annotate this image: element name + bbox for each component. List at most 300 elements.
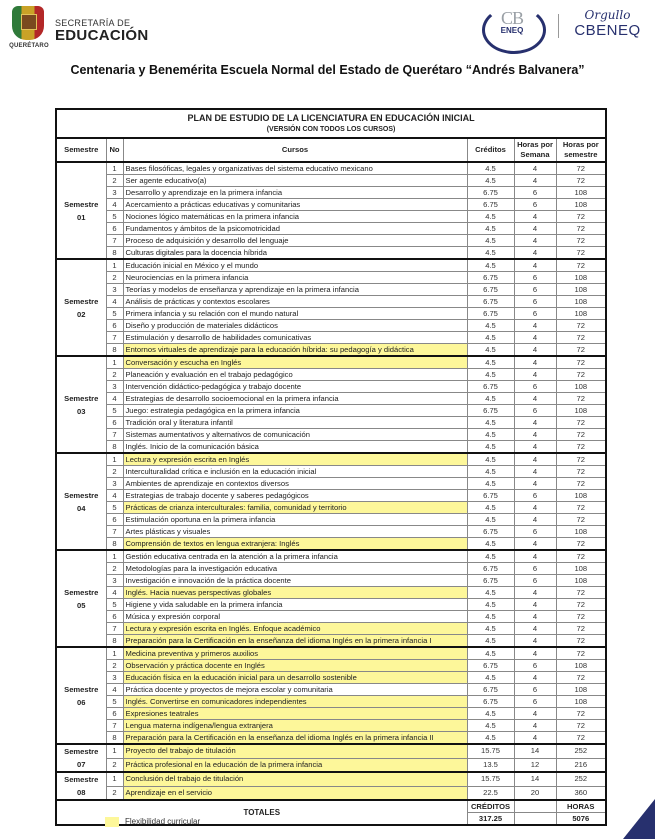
table-row: [56, 356, 606, 369]
course-number: 4: [106, 684, 123, 696]
course-name: Medicina preventiva y primeros auxilios: [123, 647, 467, 660]
course-number: 1: [106, 647, 123, 660]
course-hours-semester: 72: [556, 453, 606, 466]
course-hours-semester: 72: [556, 732, 606, 745]
table-row: [56, 786, 606, 800]
course-credits: 4.5: [467, 550, 514, 563]
course-credits: 6.75: [467, 405, 514, 417]
course-credits: 4.5: [467, 356, 514, 369]
course-hours-week: 4: [514, 320, 556, 332]
course-credits: 4.5: [467, 417, 514, 429]
table-row: [56, 684, 606, 696]
course-hours-semester: 108: [556, 405, 606, 417]
course-hours-week: 4: [514, 223, 556, 235]
course-name: Conversación y escucha en Inglés: [123, 356, 467, 369]
legend-swatch: [105, 817, 119, 827]
course-hours-week: 4: [514, 162, 556, 175]
course-name: Bases filosóficas, legales y organizativas del sistema educativo mexicano: [123, 162, 467, 175]
course-number: 1: [106, 772, 123, 786]
course-hours-semester: 72: [556, 466, 606, 478]
table-row: [56, 405, 606, 417]
totals-credits-header: CRÉDITOS: [467, 800, 514, 813]
course-hours-week: 4: [514, 211, 556, 223]
course-hours-week: 4: [514, 417, 556, 429]
course-credits: 6.75: [467, 490, 514, 502]
course-credits: 6.75: [467, 575, 514, 587]
table-row: [56, 478, 606, 490]
course-credits: 6.75: [467, 684, 514, 696]
course-hours-semester: 108: [556, 575, 606, 587]
course-name: Observación y práctica docente en Inglés: [123, 660, 467, 672]
table-body: [56, 162, 606, 800]
course-number: 1: [106, 744, 123, 758]
course-number: 8: [106, 344, 123, 357]
course-hours-week: 4: [514, 466, 556, 478]
course-credits: 6.75: [467, 296, 514, 308]
table-subtitle: (VERSIÓN CON TODOS LOS CURSOS): [266, 126, 396, 133]
totals-hours-value: 5076: [556, 813, 606, 826]
course-hours-semester: 72: [556, 708, 606, 720]
semester-label: Semestre 08: [56, 772, 106, 800]
course-hours-semester: 216: [556, 758, 606, 772]
course-hours-week: 4: [514, 429, 556, 441]
table-row: [56, 453, 606, 466]
semester-label: Semestre 06: [56, 647, 106, 744]
course-credits: 4.5: [467, 223, 514, 235]
course-hours-semester: 108: [556, 296, 606, 308]
course-number: 3: [106, 381, 123, 393]
course-hours-semester: 72: [556, 635, 606, 648]
course-credits: 4.5: [467, 720, 514, 732]
table-row: [56, 187, 606, 199]
course-hours-week: 4: [514, 611, 556, 623]
course-credits: 4.5: [467, 393, 514, 405]
column-header-row: [56, 138, 606, 162]
course-name: Ser agente educativo(a): [123, 175, 467, 187]
course-name: Culturas digitales para la docencia híbrida: [123, 247, 467, 260]
table-row: [56, 623, 606, 635]
course-credits: 6.75: [467, 199, 514, 211]
course-credits: 4.5: [467, 429, 514, 441]
semester-label: Semestre 04: [56, 453, 106, 550]
table-row: [56, 732, 606, 745]
course-number: 5: [106, 211, 123, 223]
table-row: [56, 514, 606, 526]
course-hours-semester: 72: [556, 514, 606, 526]
course-hours-semester: 72: [556, 720, 606, 732]
course-credits: 4.5: [467, 623, 514, 635]
course-hours-week: 4: [514, 732, 556, 745]
table-row: [56, 223, 606, 235]
legend-label: Flexibilidad curricular: [125, 817, 201, 826]
course-name: Conclusión del trabajo de titulación: [123, 772, 467, 786]
table-row: [56, 417, 606, 429]
orgullo-script: Orgullo: [584, 8, 631, 22]
totals-empty-cell: [514, 813, 556, 826]
table-row: [56, 550, 606, 563]
course-hours-semester: 72: [556, 247, 606, 260]
course-number: 7: [106, 332, 123, 344]
course-number: 2: [106, 175, 123, 187]
secretaria-logo: [6, 6, 50, 50]
course-hours-semester: 72: [556, 623, 606, 635]
semester-label: Semestre 05: [56, 550, 106, 647]
course-credits: 6.75: [467, 696, 514, 708]
course-hours-week: 6: [514, 490, 556, 502]
course-name: Educación inicial en México y el mundo: [123, 259, 467, 272]
course-name: Juego: estrategia pedagógica en la primera infancia: [123, 405, 467, 417]
course-name: Lengua materna indígena/lengua extranjera: [123, 720, 467, 732]
eneq-logo: [478, 6, 548, 50]
table-row: [56, 526, 606, 538]
queretaro-crest-icon: [12, 6, 44, 40]
course-number: 1: [106, 259, 123, 272]
course-name: Estrategias de desarrollo socioemocional en la primera infancia: [123, 393, 467, 405]
course-hours-semester: 72: [556, 441, 606, 454]
course-hours-semester: 72: [556, 429, 606, 441]
course-hours-week: 6: [514, 187, 556, 199]
course-credits: 4.5: [467, 259, 514, 272]
course-number: 4: [106, 296, 123, 308]
course-hours-semester: 72: [556, 478, 606, 490]
course-number: 3: [106, 284, 123, 296]
course-credits: 4.5: [467, 466, 514, 478]
course-hours-week: 14: [514, 772, 556, 786]
totals-credits-value: 317.25: [467, 813, 514, 826]
course-name: Tradición oral y literatura infantil: [123, 417, 467, 429]
course-hours-week: 4: [514, 344, 556, 357]
table-row: [56, 538, 606, 551]
course-name: Aprendizaje en el servicio: [123, 786, 467, 800]
course-hours-week: 6: [514, 575, 556, 587]
course-name: Expresiones teatrales: [123, 708, 467, 720]
course-name: Música y expresión corporal: [123, 611, 467, 623]
course-credits: 15.75: [467, 772, 514, 786]
course-hours-week: 12: [514, 758, 556, 772]
course-hours-week: 4: [514, 356, 556, 369]
course-credits: 4.5: [467, 478, 514, 490]
course-hours-semester: 72: [556, 211, 606, 223]
eneq-monogram: CB: [500, 8, 523, 28]
orgullo-brand: CBENEQ: [574, 22, 641, 39]
course-number: 6: [106, 223, 123, 235]
course-credits: 6.75: [467, 272, 514, 284]
course-name: Intervención didáctico-pedagógica y trabajo docente: [123, 381, 467, 393]
course-credits: 4.5: [467, 320, 514, 332]
course-name: Inglés. Hacia nuevas perspectivas globales: [123, 587, 467, 599]
table-row: [56, 466, 606, 478]
course-name: Lectura y expresión escrita en Inglés: [123, 453, 467, 466]
orgullo-logo: [570, 8, 645, 40]
table-row: [56, 259, 606, 272]
course-hours-week: 4: [514, 175, 556, 187]
course-number: 4: [106, 199, 123, 211]
course-credits: 4.5: [467, 708, 514, 720]
course-number: 6: [106, 514, 123, 526]
course-hours-semester: 72: [556, 550, 606, 563]
course-hours-week: 4: [514, 514, 556, 526]
course-credits: 4.5: [467, 332, 514, 344]
course-hours-semester: 108: [556, 696, 606, 708]
course-number: 5: [106, 599, 123, 611]
course-hours-week: 4: [514, 393, 556, 405]
course-hours-semester: 72: [556, 320, 606, 332]
semester-label: Semestre 02: [56, 259, 106, 356]
course-hours-semester: 108: [556, 563, 606, 575]
course-number: 1: [106, 162, 123, 175]
course-hours-semester: 72: [556, 356, 606, 369]
course-number: 6: [106, 708, 123, 720]
course-hours-week: 4: [514, 708, 556, 720]
course-hours-week: 4: [514, 720, 556, 732]
course-number: 4: [106, 490, 123, 502]
course-number: 5: [106, 405, 123, 417]
course-hours-week: 6: [514, 381, 556, 393]
eneq-label: ENEQ: [500, 26, 524, 35]
course-hours-semester: 72: [556, 647, 606, 660]
secretaria-small-text: SECRETARÍA DE: [55, 18, 131, 28]
course-number: 5: [106, 502, 123, 514]
course-name: Prácticas de crianza interculturales: familia, comunidad y territorio: [123, 502, 467, 514]
course-hours-semester: 72: [556, 599, 606, 611]
course-credits: 4.5: [467, 211, 514, 223]
course-name: Lectura y expresión escrita en Inglés. Enfoque académico: [123, 623, 467, 635]
course-hours-week: 6: [514, 684, 556, 696]
course-hours-week: 4: [514, 599, 556, 611]
course-number: 7: [106, 720, 123, 732]
course-hours-semester: 72: [556, 235, 606, 247]
table-row: [56, 599, 606, 611]
course-hours-semester: 108: [556, 284, 606, 296]
course-name: Análisis de prácticas y contextos escolares: [123, 296, 467, 308]
table-row: [56, 296, 606, 308]
course-hours-semester: 108: [556, 490, 606, 502]
course-name: Proceso de adquisición y desarrollo del lenguaje: [123, 235, 467, 247]
page-header: [0, 0, 655, 52]
course-credits: 4.5: [467, 538, 514, 551]
course-name: Ambientes de aprendizaje en contextos diversos: [123, 478, 467, 490]
course-credits: 4.5: [467, 647, 514, 660]
table-row: [56, 344, 606, 357]
table-row: [56, 575, 606, 587]
course-number: 3: [106, 478, 123, 490]
table-row: [56, 332, 606, 344]
logo-divider: [558, 14, 559, 38]
semester-label: Semestre 03: [56, 356, 106, 453]
corner-decoration: [623, 799, 655, 839]
course-number: 5: [106, 308, 123, 320]
table-row: [56, 672, 606, 684]
course-number: 5: [106, 696, 123, 708]
table-row: [56, 720, 606, 732]
course-name: Teorías y modelos de enseñanza y aprendizaje en la primera infancia: [123, 284, 467, 296]
table-row: [56, 235, 606, 247]
course-credits: 15.75: [467, 744, 514, 758]
course-credits: 6.75: [467, 284, 514, 296]
course-number: 8: [106, 635, 123, 648]
course-number: 1: [106, 356, 123, 369]
course-name: Inglés. Inicio de la comunicación básica: [123, 441, 467, 454]
course-hours-week: 6: [514, 308, 556, 320]
course-hours-semester: 108: [556, 199, 606, 211]
course-number: 4: [106, 393, 123, 405]
course-hours-week: 4: [514, 635, 556, 648]
table-row: [56, 175, 606, 187]
course-hours-week: 4: [514, 259, 556, 272]
course-credits: 4.5: [467, 175, 514, 187]
secretaria-wordmark: [55, 18, 149, 44]
course-hours-semester: 72: [556, 502, 606, 514]
course-hours-semester: 252: [556, 744, 606, 758]
course-number: 2: [106, 563, 123, 575]
course-credits: 4.5: [467, 732, 514, 745]
course-name: Estimulación y desarrollo de habilidades comunicativas: [123, 332, 467, 344]
table-row: [56, 490, 606, 502]
table-row: [56, 284, 606, 296]
table-row: [56, 708, 606, 720]
col-header-no: No: [106, 138, 123, 162]
course-credits: 6.75: [467, 381, 514, 393]
course-hours-week: 6: [514, 526, 556, 538]
course-number: 6: [106, 320, 123, 332]
course-hours-week: 14: [514, 744, 556, 758]
course-hours-week: 4: [514, 672, 556, 684]
course-name: Estimulación oportuna en la primera infancia: [123, 514, 467, 526]
course-number: 7: [106, 623, 123, 635]
course-name: Nociones lógico matemáticas en la primera infancia: [123, 211, 467, 223]
course-hours-week: 4: [514, 538, 556, 551]
course-credits: 4.5: [467, 611, 514, 623]
course-name: Desarrollo y aprendizaje en la primera infancia: [123, 187, 467, 199]
table-row: [56, 772, 606, 786]
course-credits: 4.5: [467, 672, 514, 684]
course-credits: 22.5: [467, 786, 514, 800]
course-hours-semester: 72: [556, 417, 606, 429]
table-row: [56, 369, 606, 381]
course-number: 2: [106, 758, 123, 772]
course-hours-semester: 108: [556, 684, 606, 696]
course-number: 4: [106, 587, 123, 599]
course-name: Higiene y vida saludable en la primera infancia: [123, 599, 467, 611]
course-number: 2: [106, 660, 123, 672]
course-name: Artes plásticas y visuales: [123, 526, 467, 538]
course-credits: 4.5: [467, 441, 514, 454]
course-name: Estrategias de trabajo docente y saberes pedagógicos: [123, 490, 467, 502]
totals-label: TOTALES: [56, 800, 467, 825]
course-hours-week: 4: [514, 332, 556, 344]
course-hours-semester: 72: [556, 175, 606, 187]
course-credits: 6.75: [467, 563, 514, 575]
course-number: 1: [106, 453, 123, 466]
course-number: 3: [106, 187, 123, 199]
course-hours-week: 6: [514, 660, 556, 672]
course-hours-week: 4: [514, 441, 556, 454]
course-number: 2: [106, 786, 123, 800]
course-hours-semester: 108: [556, 526, 606, 538]
course-credits: 4.5: [467, 514, 514, 526]
course-number: 7: [106, 235, 123, 247]
course-name: Inglés. Convertirse en comunicadores independientes: [123, 696, 467, 708]
course-credits: 4.5: [467, 344, 514, 357]
totals-hours-header: HORAS: [556, 800, 606, 813]
course-name: Primera infancia y su relación con el mundo natural: [123, 308, 467, 320]
table-row: [56, 381, 606, 393]
table-row: [56, 247, 606, 260]
col-header-creditos: Créditos: [467, 138, 514, 162]
table-row: [56, 744, 606, 758]
course-name: Gestión educativa centrada en la atención a la primera infancia: [123, 550, 467, 563]
table-row: [56, 647, 606, 660]
table-title: PLAN DE ESTUDIO DE LA LICENCIATURA EN EDUCACIÓN INICIAL: [187, 113, 475, 123]
course-number: 1: [106, 550, 123, 563]
course-hours-semester: 72: [556, 344, 606, 357]
course-name: Investigación e innovación de la práctica docente: [123, 575, 467, 587]
course-hours-semester: 108: [556, 381, 606, 393]
course-hours-semester: 72: [556, 672, 606, 684]
course-hours-semester: 72: [556, 611, 606, 623]
course-credits: 4.5: [467, 599, 514, 611]
course-number: 8: [106, 441, 123, 454]
course-hours-week: 6: [514, 405, 556, 417]
table-row: [56, 758, 606, 772]
course-number: 2: [106, 466, 123, 478]
course-number: 2: [106, 272, 123, 284]
table-row: [56, 611, 606, 623]
course-number: 3: [106, 575, 123, 587]
course-hours-semester: 72: [556, 162, 606, 175]
course-number: 6: [106, 417, 123, 429]
course-hours-week: 4: [514, 478, 556, 490]
table-row: [56, 199, 606, 211]
course-name: Práctica docente y proyectos de mejora escolar y comunitaria: [123, 684, 467, 696]
secretaria-big-text: EDUCACIÓN: [55, 27, 149, 44]
course-number: 8: [106, 538, 123, 551]
course-credits: 4.5: [467, 369, 514, 381]
table-row: [56, 162, 606, 175]
course-credits: 6.75: [467, 308, 514, 320]
table-row: [56, 502, 606, 514]
course-credits: 4.5: [467, 453, 514, 466]
course-name: Acercamiento a prácticas educativas y comunitarias: [123, 199, 467, 211]
course-credits: 4.5: [467, 587, 514, 599]
institution-title: Centenaria y Benemérita Escuela Normal del Estado de Querétaro “Andrés Balvanera”: [70, 63, 585, 77]
table-row: [56, 320, 606, 332]
course-name: Sistemas aumentativos y alternativos de comunicación: [123, 429, 467, 441]
course-hours-week: 4: [514, 453, 556, 466]
table-row: [56, 696, 606, 708]
course-name: Interculturalidad crítica e inclusión en la educación inicial: [123, 466, 467, 478]
course-hours-week: 6: [514, 563, 556, 575]
course-hours-week: 4: [514, 235, 556, 247]
course-credits: 4.5: [467, 502, 514, 514]
course-hours-week: 6: [514, 272, 556, 284]
col-header-horas-semana: Horas por Semana: [514, 138, 556, 162]
table-row: [56, 587, 606, 599]
course-hours-semester: 72: [556, 587, 606, 599]
course-number: 2: [106, 369, 123, 381]
table-row: [56, 272, 606, 284]
course-credits: 6.75: [467, 187, 514, 199]
course-credits: 6.75: [467, 660, 514, 672]
course-name: Educación física en la educación inicial para un desarrollo sostenible: [123, 672, 467, 684]
state-label: QUERÉTARO: [9, 43, 49, 49]
course-hours-semester: 108: [556, 272, 606, 284]
table-title-cell: [56, 109, 606, 138]
col-header-cursos: Cursos: [123, 138, 467, 162]
table-title-row: [56, 109, 606, 138]
course-number: 8: [106, 247, 123, 260]
course-name: Preparación para la Certificación en la enseñanza del idioma Inglés en la primera infancia I: [123, 635, 467, 648]
